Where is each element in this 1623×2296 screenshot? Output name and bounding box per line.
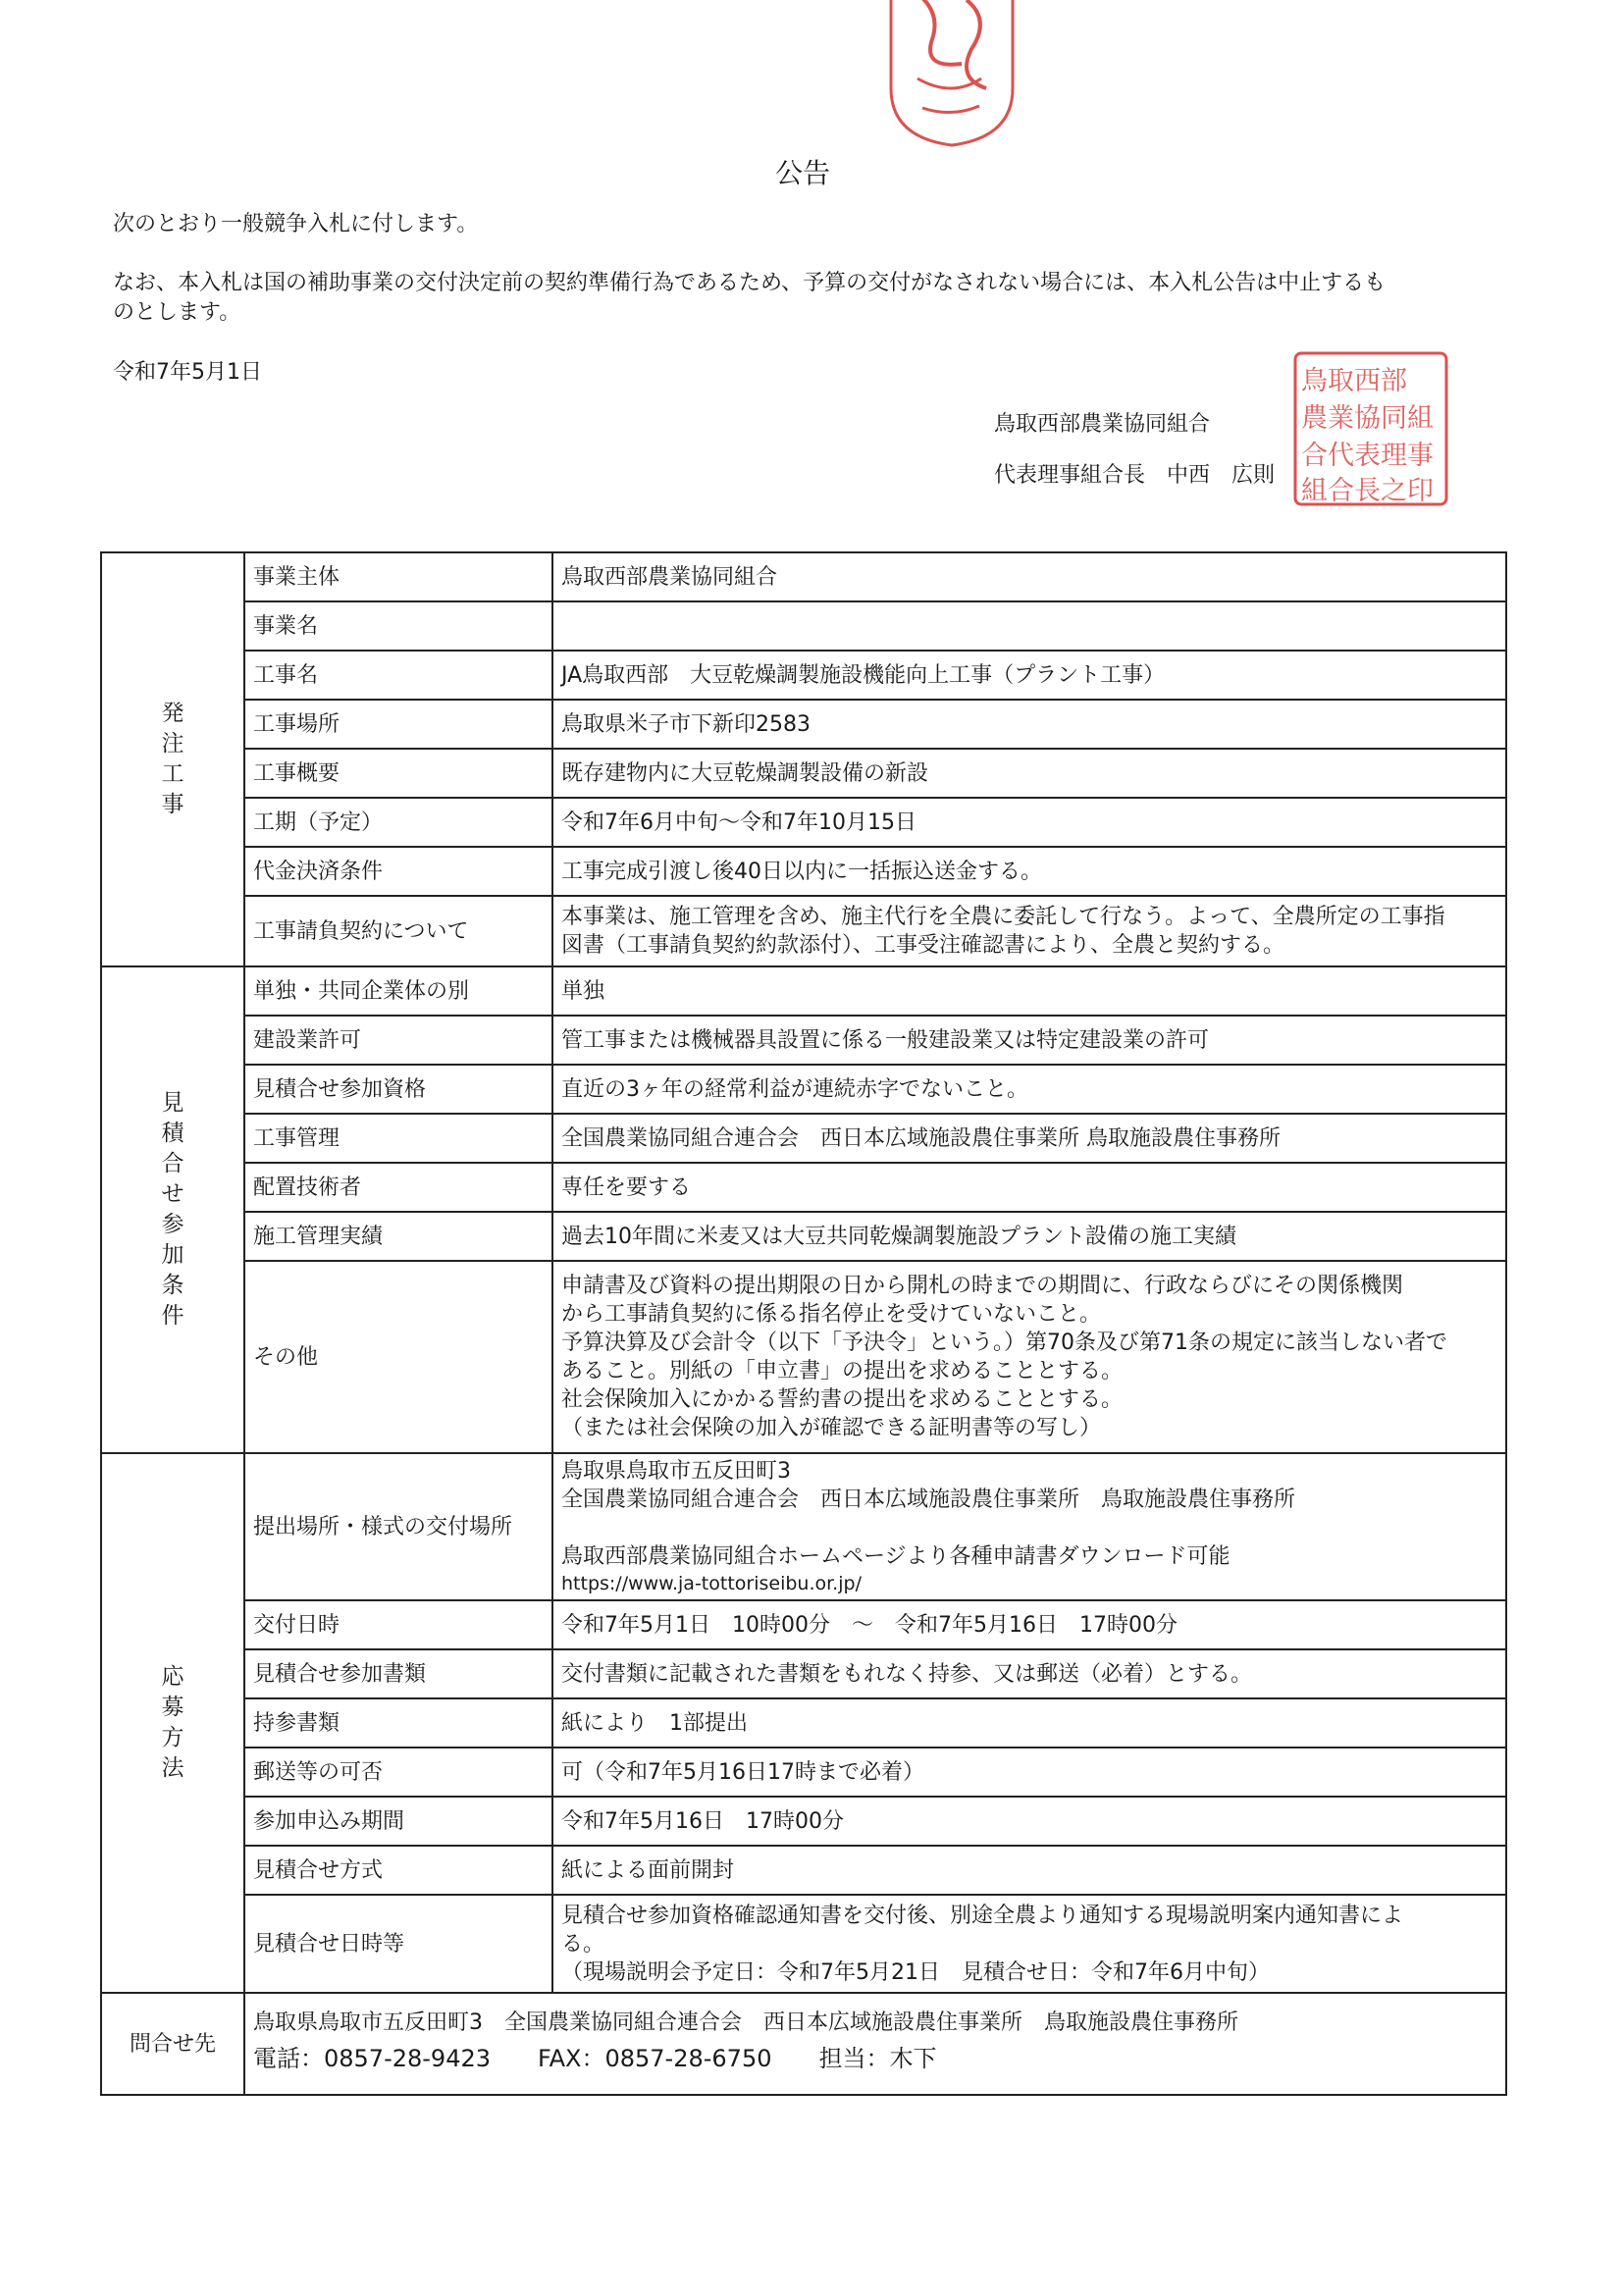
table-row [101, 798, 1506, 847]
row-value: 単独 [552, 966, 1506, 1016]
section-label: 発注工事 [161, 701, 184, 817]
row-value [552, 1895, 1506, 1993]
seal-text-1: 鳥取西部 [1301, 366, 1407, 396]
value-line: 予算決算及び会計令（以下「予決令」という。）第70条及び第71条の規定に該当しない者で [561, 1331, 1447, 1355]
row-label: 工事場所 [244, 700, 552, 749]
table-row [101, 1895, 1506, 1993]
row-value: 可（令和7年5月16日17時まで必着） [552, 1748, 1506, 1797]
table-row [101, 1114, 1506, 1163]
row-value: JA鳥取西部 大豆乾燥調製施設機能向上工事（プラント工事） [552, 651, 1506, 700]
row-value: 紙による面前開封 [552, 1846, 1506, 1895]
table-row [101, 1649, 1506, 1698]
row-value: 直近の3ヶ年の経常利益が連続赤字でないこと。 [552, 1065, 1506, 1114]
row-value [552, 1261, 1506, 1453]
page-title: 公告 [775, 157, 831, 189]
row-value: 管工事または機械器具設置に係る一般建設業又は特定建設業の許可 [552, 1016, 1506, 1065]
row-value: 令和7年5月1日 10時00分 ～ 令和7年5月16日 17時00分 [552, 1600, 1506, 1649]
table-row [101, 966, 1506, 1016]
table-row [101, 552, 1506, 601]
value-line: 本事業は、施工管理を含め、施主代行を全農に委託して行なう。よって、全農所定の工事指 [561, 905, 1445, 929]
table-row [101, 847, 1506, 896]
tender-details-table [100, 551, 1507, 2096]
table-row [101, 1846, 1506, 1895]
table-row [101, 1065, 1506, 1114]
table-row [101, 1163, 1506, 1212]
section-label: 見積合せ参加条件 [161, 1090, 184, 1329]
section-application-method [101, 1453, 244, 1993]
row-label: 見積合せ方式 [244, 1846, 552, 1895]
value-line: から工事請負契約に係る指名停止を受けていないこと。 [561, 1302, 1102, 1327]
top-seal-stamp [873, 0, 1030, 157]
table-row [101, 1993, 1506, 2095]
value-line: （現場説明会予定日：令和7年5月21日 見積合せ日：令和7年6月中旬） [561, 1959, 1270, 1985]
row-label: 持参書類 [244, 1698, 552, 1748]
value-line: あること。別紙の「申立書」の提出を求めることとする。 [561, 1359, 1124, 1383]
contact-phone: 電話：0857-28-9423 FAX：0857-28-6750 担当：木下 [253, 2044, 937, 2072]
row-label: 郵送等の可否 [244, 1748, 552, 1797]
value-line: る。 [561, 1931, 605, 1957]
value-line: 見積合せ参加資格確認通知書を交付後、別途全農より通知する現場説明案内通知書によ [561, 1903, 1404, 1928]
issuer-representative: 代表理事組合長 中西 広則 [994, 463, 1276, 488]
table-row [101, 749, 1506, 798]
note-line-1: なお、本入札は国の補助事業の交付決定前の契約準備行為であるため、予算の交付がなされない場合には、本入札公告は中止するも [113, 271, 1387, 295]
intro-text: 次のとおり一般競争入札に付します。 [113, 212, 479, 236]
table-row [101, 1212, 1506, 1261]
value-line: 申請書及び資料の提出期限の日から開札の時までの期間に、行政ならびにその関係機関 [561, 1274, 1404, 1298]
section-participation-conditions [101, 966, 244, 1453]
row-value: 令和7年6月中旬～令和7年10月15日 [552, 798, 1506, 847]
row-value: 紙により 1部提出 [552, 1698, 1506, 1748]
row-value: 鳥取西部農業協同組合 [552, 552, 1506, 601]
row-label: 工事名 [244, 651, 552, 700]
contact-address: 鳥取県鳥取市五反田町3 全国農業協同組合連合会 西日本広域施設農住事業所 鳥取施設農住事務所 [253, 2009, 1239, 2035]
value-line: 社会保険加入にかかる誓約書の提出を求めることとする。 [561, 1387, 1124, 1412]
table-row [101, 700, 1506, 749]
row-value: 交付書類に記載された書類をもれなく持参、又は郵送（必着）とする。 [552, 1649, 1506, 1698]
value-line: 鳥取県鳥取市五反田町3 [561, 1459, 791, 1484]
value-line: 全国農業協同組合連合会 西日本広域施設農住事業所 鳥取施設農住事務所 [561, 1487, 1296, 1512]
row-label: 見積合せ日時等 [244, 1895, 552, 1993]
row-label: 建設業許可 [244, 1016, 552, 1065]
row-value: 全国農業協同組合連合会 西日本広域施設農住事業所 鳥取施設農住事務所 [552, 1114, 1506, 1163]
contact-label: 問合せ先 [129, 2031, 216, 2057]
issuer-org: 鳥取西部農業協同組合 [994, 412, 1211, 437]
section-label: 応募方法 [161, 1664, 184, 1781]
table-row [101, 1453, 1506, 1600]
row-label: 見積合せ参加資格 [244, 1065, 552, 1114]
row-label: 交付日時 [244, 1600, 552, 1649]
table-row [101, 1261, 1506, 1453]
row-label: 配置技術者 [244, 1163, 552, 1212]
seal-text-2: 農業協同組 [1301, 403, 1434, 434]
table-row [101, 651, 1506, 700]
row-value: 専任を要する [552, 1163, 1506, 1212]
value-line: （または社会保険の加入が確認できる証明書等の写し） [561, 1416, 1102, 1440]
table-row [101, 601, 1506, 651]
row-label: 工事概要 [244, 749, 552, 798]
note-line-2: のとします。 [113, 300, 241, 325]
row-label: 事業主体 [244, 552, 552, 601]
row-value [552, 1453, 1506, 1600]
row-label: 提出場所・様式の交付場所 [244, 1453, 552, 1600]
seal-text-4: 組合長之印 [1301, 476, 1434, 506]
value-line: 図書（工事請負契約約款添付）、工事受注確認書により、全農と契約する。 [561, 933, 1285, 958]
row-value [552, 601, 1506, 651]
row-label: 単独・共同企業体の別 [244, 966, 552, 1016]
table-row [101, 1748, 1506, 1797]
notice-date: 令和7年5月1日 [113, 360, 262, 385]
row-value: 令和7年5月16日 17時00分 [552, 1797, 1506, 1846]
row-value [552, 896, 1506, 966]
value-line: 鳥取西部農業協同組合ホームページより各種申請書ダウンロード可能 [561, 1544, 1230, 1569]
row-value: 既存建物内に大豆乾燥調製設備の新設 [552, 749, 1506, 798]
row-label: その他 [244, 1261, 552, 1453]
row-value: 工事完成引渡し後40日以内に一括振込送金する。 [552, 847, 1506, 896]
table-row [101, 1016, 1506, 1065]
row-label: 代金決済条件 [244, 847, 552, 896]
row-label: 参加申込み期間 [244, 1797, 552, 1846]
row-label: 見積合せ参加書類 [244, 1649, 552, 1698]
section-ordered-work [101, 552, 244, 966]
contact-details [244, 1993, 1506, 2095]
row-label: 事業名 [244, 601, 552, 651]
representative-seal [1287, 345, 1454, 512]
row-value: 鳥取県米子市下新印2583 [552, 700, 1506, 749]
row-label: 工期（予定） [244, 798, 552, 847]
row-label: 施工管理実績 [244, 1212, 552, 1261]
table-row [101, 1698, 1506, 1748]
website-link[interactable]: https://www.ja-tottoriseibu.or.jp/ [561, 1573, 862, 1594]
row-value: 過去10年間に米麦又は大豆共同乾燥調製施設プラント設備の施工実績 [552, 1212, 1506, 1261]
value-line [561, 1514, 1497, 1542]
contact-label-cell [101, 1993, 244, 2095]
table-row [101, 896, 1506, 966]
seal-text-3: 合代表理事 [1301, 441, 1434, 471]
table-row [101, 1797, 1506, 1846]
table-row [101, 1600, 1506, 1649]
row-label: 工事管理 [244, 1114, 552, 1163]
row-label: 工事請負契約について [244, 896, 552, 966]
